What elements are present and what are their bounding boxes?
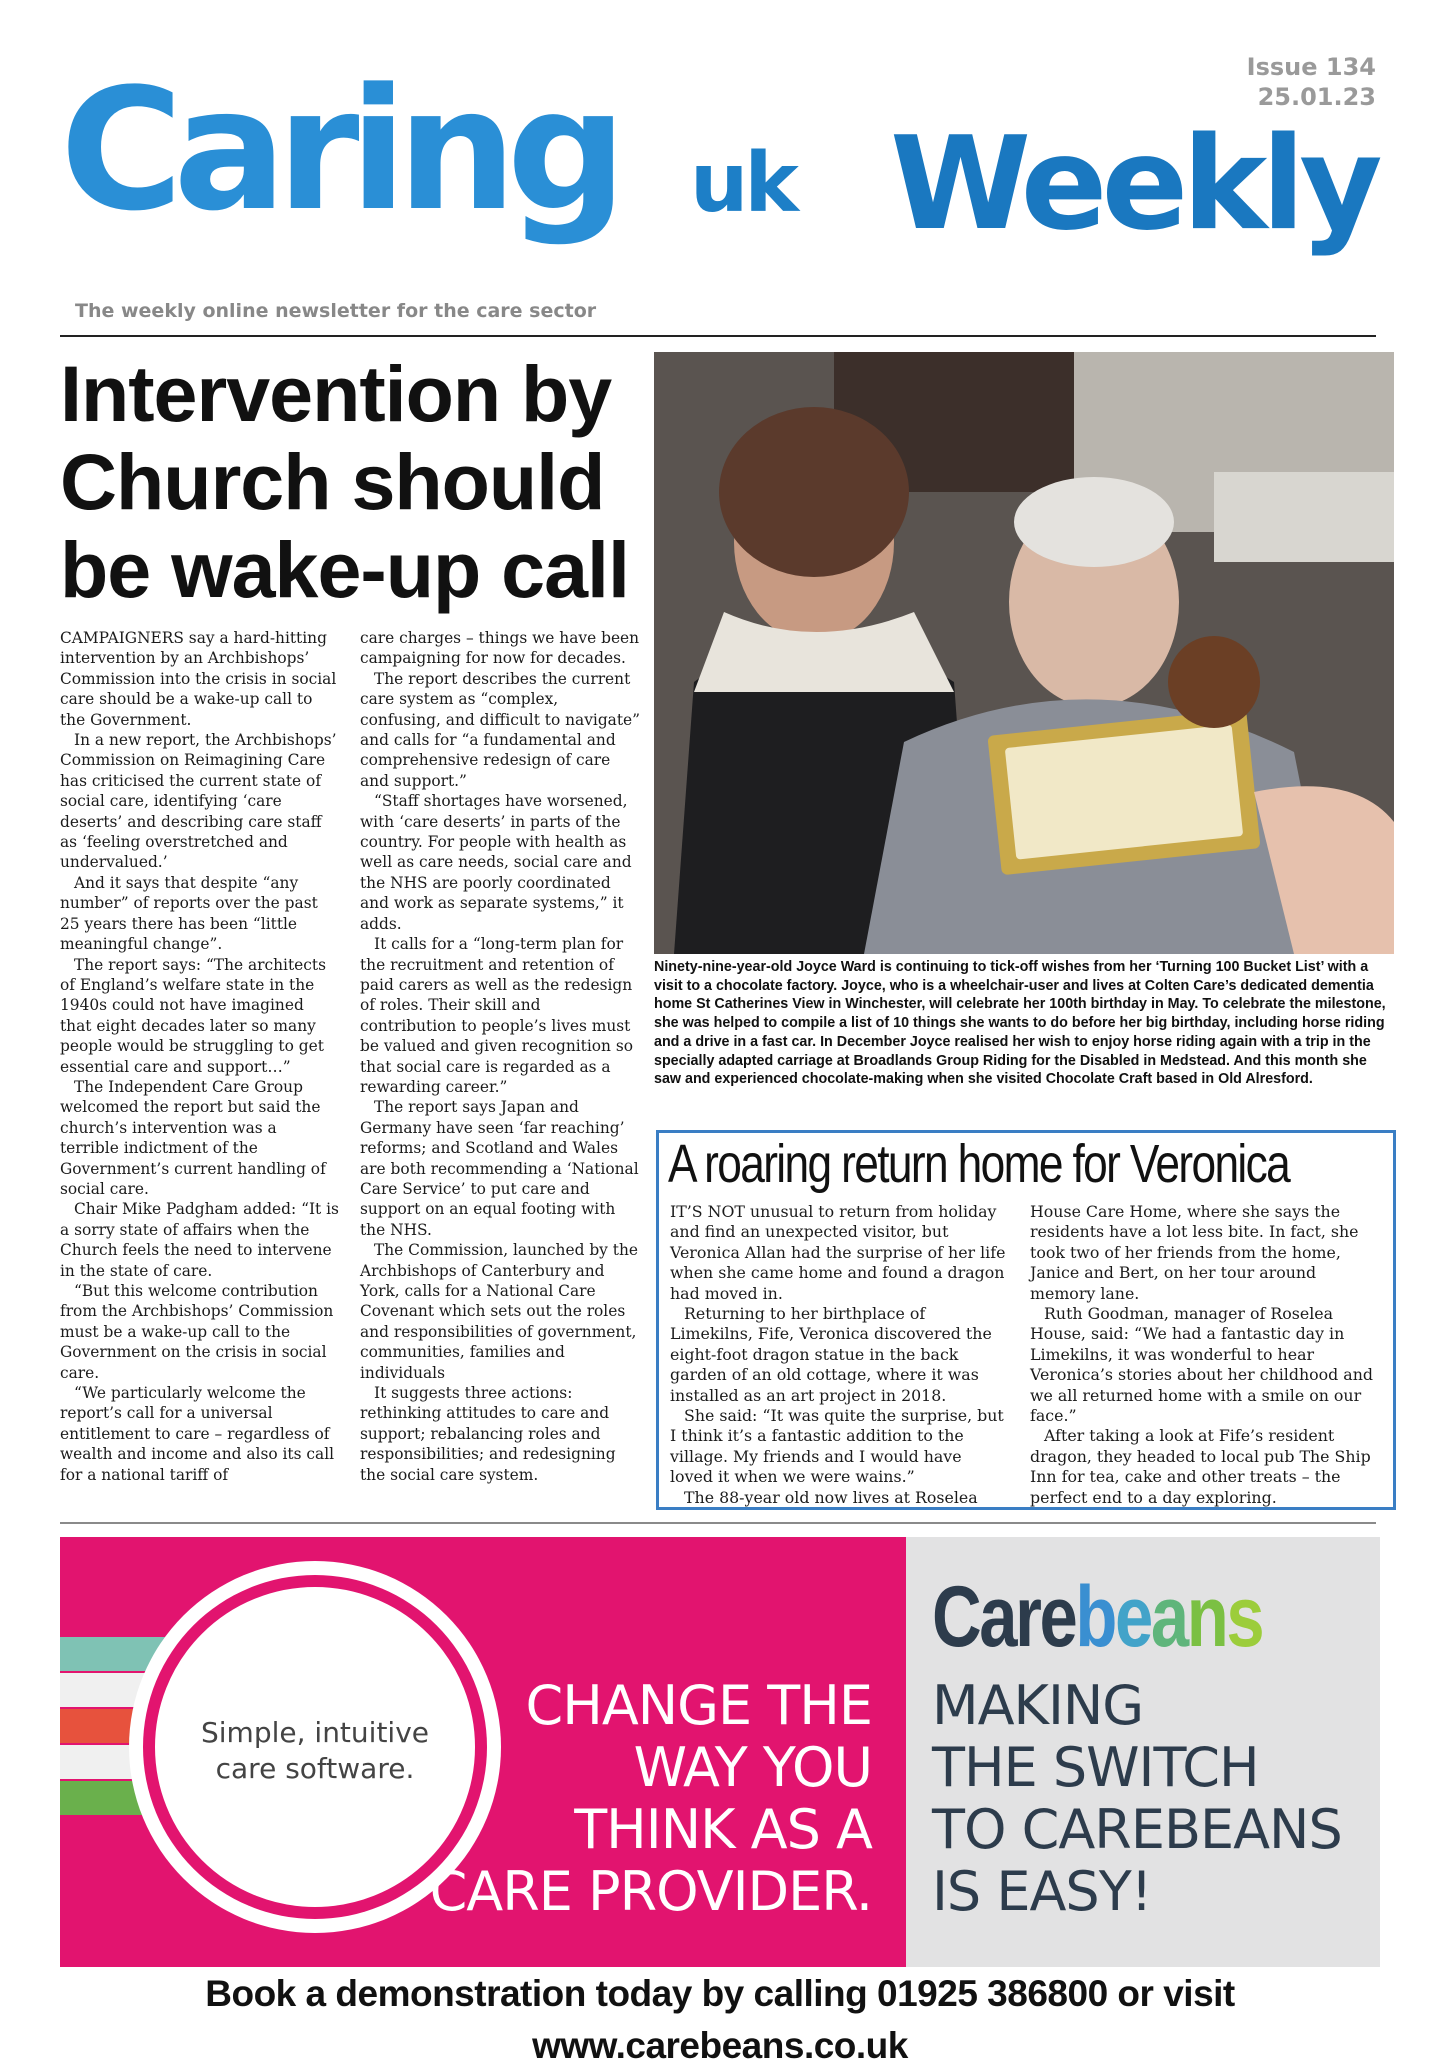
lead-column-2 — [360, 628, 640, 1485]
logo-part: b — [1075, 1569, 1116, 1665]
logo-part: n — [1186, 1569, 1227, 1665]
lead-column-1 — [60, 628, 340, 1485]
advert-line: WAY YOU — [633, 1736, 872, 1799]
logo-part: e — [1115, 1569, 1151, 1665]
paragraph: And it says that despite “any number” of reports over the past 25 years there has been “little meaningful change”. — [60, 873, 318, 954]
paragraph: care charges – things we have been campaigning for now for decades. — [360, 629, 640, 668]
paragraph: She said: “It was quite the surprise, but I think it’s a fantastic addition to the village. My friends and I would have loved it when we were wains.” — [670, 1406, 1004, 1487]
paragraph: The 88-year old now lives at Roselea — [684, 1487, 978, 1507]
second-headline: A roaring return home for Veronica — [668, 1134, 1290, 1194]
paragraph: It calls for a “long-term plan for the recruitment and retention of paid carers as well as the redesign of roles. Their skill and contribution to people’s lives must be valued and given recognition so that social care is regarded as a rewarding career.” — [360, 935, 634, 1096]
advert-call-to-action[interactable]: Book a demonstration today by calling 01925 386800 or visit www.carebeans.co.uk — [205, 1973, 1235, 2066]
logo-part: s — [1226, 1569, 1263, 1665]
photo-caption: Ninety-nine-year-old Joyce Ward is continuing to tick-off wishes from her ‘Turning 100 Bucket List’ with a visit to a chocolate factory. Joyce, who is a wheelchair-user and lives at Colten Care’s dedicated dementia home St Catherines View in Winchester, will celebrate her 100th birthday in May. To celebrate the milestone, she was helped to compile a list of 10 things she wants to do before her big birthday, including horse riding and a drive in a fast car. In December Joyce realised her wish to enjoy horse riding again with a trip in the specially adapted carriage at Broadlands Group Riding for the Disabled in Medstead. And this month she saw and experienced chocolate-making when she visited Chocolate Craft based in Old Alresford. — [654, 959, 1386, 1088]
advert-line: THE SWITCH — [932, 1736, 1259, 1799]
advert-line: IS EASY! — [932, 1860, 1152, 1923]
advert-grey-panel — [906, 1537, 1380, 1967]
paragraph: It suggests three actions: rethinking attitudes to care and support; rebalancing roles and responsibilities; and redesigning the social care system. — [360, 1384, 616, 1484]
masthead-caring: Caring — [60, 52, 617, 248]
second-column-1 — [670, 1202, 1008, 1508]
badge-line: care software. — [215, 1752, 415, 1785]
badge-line: Simple, intuitive — [201, 1716, 429, 1749]
paragraph: “We particularly welcome the report’s call for a universal entitlement to care – regardless of wealth and income and also its call for a national tariff of — [60, 1384, 335, 1484]
masthead-weekly: Weekly — [890, 110, 1377, 259]
advert-left-headline — [430, 1675, 872, 1923]
advert-line: MAKING — [932, 1674, 1144, 1737]
paragraph: The Independent Care Group welcomed the report but said the church’s intervention was a terrible indictment of the Government’s current handling of social care. — [60, 1077, 326, 1198]
paragraph: In a new report, the Archbishops’ Commission on Reimagining Care has criticised the current state of social care, identifying ‘care deserts’ and describing care staff as ‘feeling overstretched and undervalued.’ — [60, 731, 337, 872]
paragraph: The Commission, launched by the Archbishops of Canterbury and York, calls for a National Care Covenant which sets out the roles and responsibilities of government, communities, families and individuals — [360, 1241, 638, 1382]
paragraph: The report says Japan and Germany have seen ‘far reaching’ reforms; and Scotland and Wales are both recommending a ‘National Care Service’ to put care and support on an equal footing with the NHS. — [360, 1098, 639, 1239]
advert-line: TO CAREBEANS — [932, 1798, 1342, 1861]
paragraph: “But this welcome contribution from the Archbishops’ Commission must be a wake-up call to the Government on the crisis in social care. — [60, 1282, 334, 1382]
masthead-uk: uk — [690, 136, 795, 231]
badge-circle — [155, 1587, 475, 1907]
carebeans-logo — [932, 1567, 1262, 1667]
advert-right-headline — [932, 1675, 1342, 1923]
logo-part: Care — [932, 1569, 1076, 1665]
divider — [60, 335, 1376, 337]
issue-number: Issue 134 — [1246, 53, 1376, 81]
logo-part: a — [1150, 1569, 1187, 1665]
carebeans-advert[interactable] — [60, 1537, 1380, 1967]
paragraph: The report says: “The architects of England’s welfare state in the 1940s could not have imagined that eight decades later so many people would be struggling to get essential care and support…” — [60, 955, 326, 1076]
divider — [60, 1522, 1376, 1524]
paragraph: IT’S NOT unusual to return from holiday and find an unexpected visitor, but Veronica Allan had the surprise of her life when she came home and found a dragon had moved in. — [670, 1202, 1006, 1303]
story-photo — [654, 352, 1394, 954]
paragraph: The report describes the current care system as “complex, confusing, and difficult to navigate” and calls for “a fundamental and comprehensive redesign of care and support.” — [360, 669, 641, 790]
paragraph: “Staff shortages have worsened, with ‘care deserts’ in parts of the country. For people with health as well as care needs, social care and the NHS are poorly coordinated and work as separate systems,” it adds. — [360, 792, 632, 933]
paragraph: Chair Mike Padgham added: “It is a sorry state of affairs when the Church feels the need to intervene in the state of care. — [60, 1200, 339, 1280]
badge-text — [163, 1715, 467, 1787]
issue-info — [1247, 52, 1376, 112]
photo-illustration — [654, 352, 1394, 954]
tagline: The weekly online newsletter for the care sector — [75, 300, 597, 322]
second-column-2 — [1030, 1202, 1380, 1508]
lead-headline: Intervention by Church should be wake-up call — [60, 349, 629, 614]
paragraph: After taking a look at Fife’s resident dragon, they headed to local pub The Ship Inn for tea, cake and other treats – the perfect end to a day exploring. — [1030, 1426, 1371, 1507]
advert-line: CARE PROVIDER. — [429, 1860, 872, 1923]
advert-line: THINK AS A — [574, 1798, 872, 1861]
paragraph: Returning to her birthplace of Limekilns, Fife, Veronica discovered the eight-foot dragon statue in the back garden of an old cottage, where it was installed as an art project in 2018. — [670, 1304, 992, 1405]
advert-line: CHANGE THE — [525, 1674, 872, 1737]
paragraph: Ruth Goodman, manager of Roselea House, said: “We had a fantastic day in Limekilns, it was wonderful to hear Veronica’s stories about her childhood and we all returned home with a smile on our face.” — [1030, 1304, 1374, 1426]
masthead — [60, 50, 1400, 320]
paragraph: CAMPAIGNERS say a hard-hitting intervention by an Archbishops’ Commission into the crisis in social care should be a wake-up call to the Government. — [60, 629, 337, 729]
paragraph: House Care Home, where she says the residents have a lot less bite. In fact, she took two of her friends from the home, Janice and Bert, on her tour around memory lane. — [1030, 1202, 1359, 1303]
issue-date: 25.01.23 — [1257, 83, 1376, 111]
advert-pink-panel — [60, 1537, 906, 1967]
